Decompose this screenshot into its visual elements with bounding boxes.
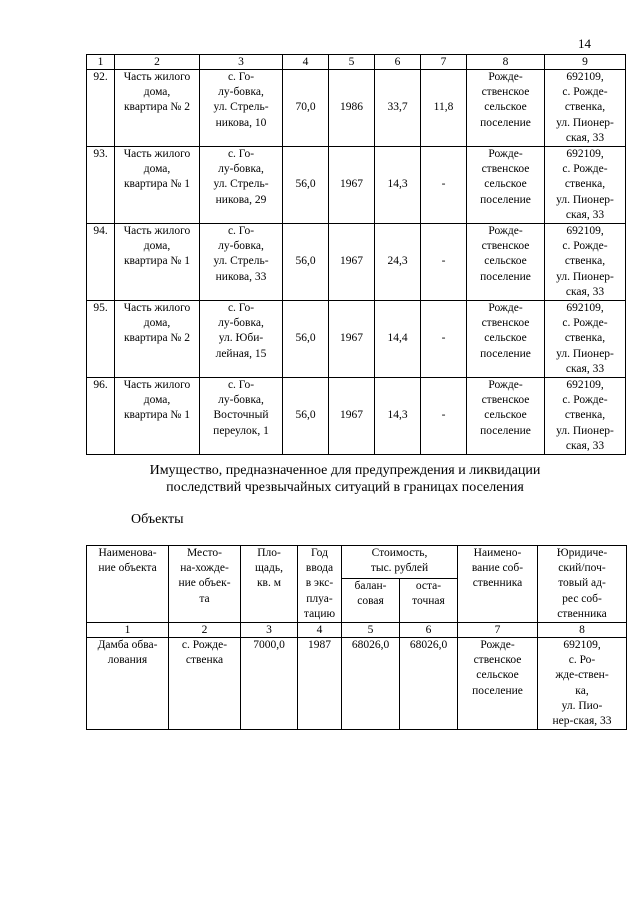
header-cell: Год ввода в экс- плуа- тацию [298,546,342,623]
column-number: 6 [400,623,458,638]
header-cell: 8 [467,55,545,70]
header-cell: Наимено- вание соб- ственника [458,546,538,623]
row-number: 92. [87,70,115,147]
owner-address: 692109, с. Рожде- ственка, ул. Пионер- ская, 33 [545,224,626,301]
object-address: с. Го- лу-бовка, ул. Стрель- никова, 10 [200,70,283,147]
header-cell: 3 [200,55,283,70]
table-row [87,301,626,378]
row-number: 95. [87,301,115,378]
owner-name: Рожде- ственское сельское поселение [467,147,545,224]
owner-address: 692109, с. Ро- жде-ствен- ка, ул. Пио- нер-ская, 33 [538,638,627,730]
header-cell: 4 [283,55,329,70]
header-cell: Место- на-хожде- ние объек- та [169,546,241,623]
header-cell: балан- совая [342,579,400,623]
object-year: 1967 [329,224,375,301]
object-area: 7000,0 [241,638,298,730]
header-cell: 5 [329,55,375,70]
object-address: с. Го- лу-бовка, ул. Стрель- никова, 33 [200,224,283,301]
object-year: 1967 [329,147,375,224]
balance-cost: 24,3 [375,224,421,301]
residual-cost: - [421,224,467,301]
object-area: 56,0 [283,301,329,378]
object-year: 1987 [298,638,342,730]
object-name: Часть жилого дома, квартира № 1 [115,147,200,224]
row-number: 94. [87,224,115,301]
object-name: Часть жилого дома, квартира № 2 [115,70,200,147]
header-cell: 2 [115,55,200,70]
owner-address: 692109, с. Рожде- ственка, ул. Пионер- ская, 33 [545,70,626,147]
object-area: 56,0 [283,378,329,455]
object-year: 1986 [329,70,375,147]
residual-cost: 11,8 [421,70,467,147]
object-name: Часть жилого дома, квартира № 1 [115,224,200,301]
owner-address: 692109, с. Рожде- ственка, ул. Пионер- ская, 33 [545,378,626,455]
residual-cost: - [421,147,467,224]
object-year: 1967 [329,301,375,378]
heading-line: Имущество, предназначенное для предупреждения и ликвидации [149,463,541,478]
property-table [86,54,626,455]
owner-name: Рожде- ственское сельское поселение [467,70,545,147]
object-name: Дамба обва- лования [87,638,169,730]
column-number: 8 [538,623,627,638]
column-number: 4 [298,623,342,638]
header-cell: Пло- щадь, кв. м [241,546,298,623]
object-address: с. Го- лу-бовка, ул. Стрель- никова, 29 [200,147,283,224]
header-cell: Юридиче- ский/поч- товый ад- рес соб- ственника [538,546,627,623]
owner-address: 692109, с. Рожде- ственка, ул. Пионер- ская, 33 [545,147,626,224]
column-number: 1 [87,623,169,638]
owner-name: Рожде- ственское сельское поселение [467,224,545,301]
object-area: 56,0 [283,147,329,224]
header-cell: оста- точная [400,579,458,623]
table-row [87,224,626,301]
table-row [87,147,626,224]
column-number: 2 [169,623,241,638]
header-cell: 6 [375,55,421,70]
column-number: 7 [458,623,538,638]
header-cell: Наименова- ние объекта [87,546,169,623]
header-cell: Стоимость, тыс. рублей [342,546,458,579]
objects-label: Объекты [131,512,184,527]
residual-cost: - [421,301,467,378]
residual-cost: 68026,0 [400,638,458,730]
header-cell: 1 [87,55,115,70]
balance-cost: 14,3 [375,378,421,455]
table-row [87,638,627,730]
table-row [87,378,626,455]
owner-address: 692109, с. Рожде- ственка, ул. Пионер- ская, 33 [545,301,626,378]
object-address: с. Го- лу-бовка, ул. Юби- лейная, 15 [200,301,283,378]
owner-name: Рожде- ственское сельское поселение [467,378,545,455]
balance-cost: 14,3 [375,147,421,224]
row-number: 93. [87,147,115,224]
column-number: 5 [342,623,400,638]
row-number: 96. [87,378,115,455]
object-area: 56,0 [283,224,329,301]
table-number-row [87,623,627,638]
owner-name: Рожде- ственское сельское поселение [458,638,538,730]
object-name: Часть жилого дома, квартира № 1 [115,378,200,455]
balance-cost: 14,4 [375,301,421,378]
object-area: 70,0 [283,70,329,147]
object-name: Часть жилого дома, квартира № 2 [115,301,200,378]
column-number: 3 [241,623,298,638]
balance-cost: 68026,0 [342,638,400,730]
owner-name: Рожде- ственское сельское поселение [467,301,545,378]
section-heading [0,462,640,496]
header-cell: 7 [421,55,467,70]
table-header-row [87,546,627,579]
objects-table [86,545,627,730]
header-cell: 9 [545,55,626,70]
table-row [87,70,626,147]
object-address: с. Го- лу-бовка, Восточный переулок, 1 [200,378,283,455]
balance-cost: 33,7 [375,70,421,147]
object-year: 1967 [329,378,375,455]
residual-cost: - [421,378,467,455]
object-location: с. Рожде- ственка [169,638,241,730]
page-number: 14 [578,36,591,51]
heading-line: последствий чрезвычайных ситуаций в границах поселения [166,480,524,495]
table-header-row [87,55,626,70]
